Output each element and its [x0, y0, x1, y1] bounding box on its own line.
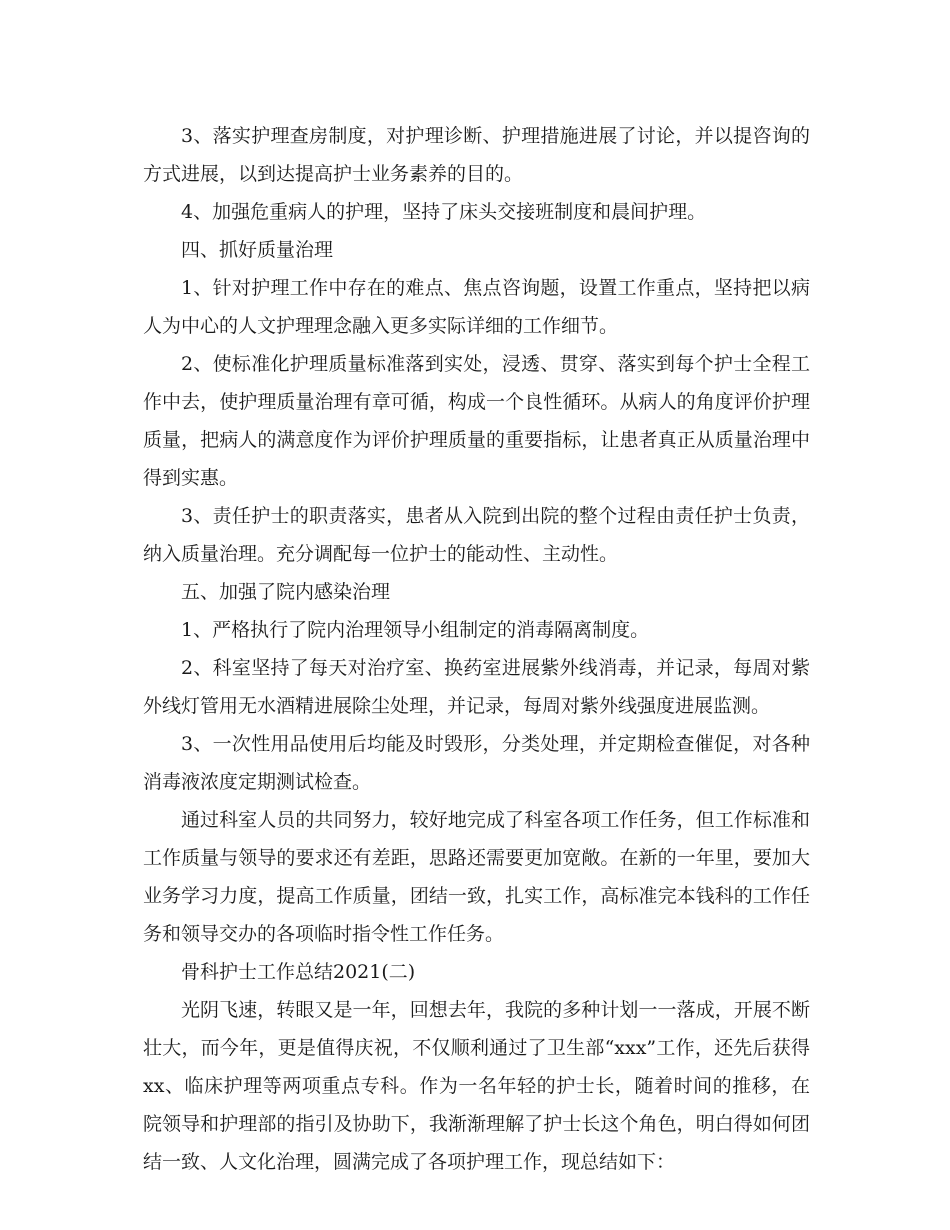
- paragraph-infection-3: 3、一次性用品使用后均能及时毁形，分类处理，并定期检查催促，对各种消毒液浓度定期测试检查。: [143, 733, 810, 793]
- paragraph-infection-1: 1、严格执行了院内治理领导小组制定的消毒隔离制度。: [181, 619, 650, 641]
- section-heading-quality: 四、抓好质量治理: [181, 239, 334, 261]
- section-heading-infection: 五、加强了院内感染治理: [181, 581, 391, 603]
- paragraph-infection-2: 2、科室坚持了每天对治疗室、换药室进展紫外线消毒，并记录，每周对紫外线灯管用无水酒精进展除尘处理，并记录，每周对紫外线强度进展监测。: [143, 657, 810, 717]
- paragraph-quality-2: 2、使标准化护理质量标准落到实处，浸透、贯穿、落实到每个护士全程工作中去，使护理质量治理有章可循，构成一个良性循环。从病人的角度评价护理质量，把病人的满意度作为评价护理质量的重要指标，让患者真正从质量治理中得到实惠。: [143, 353, 810, 489]
- paragraph-rounds-system: 3、落实护理查房制度，对护理诊断、护理措施进展了讨论，并以提咨询的方式进展，以到达提高护士业务素养的目的。: [143, 125, 810, 185]
- paragraph-quality-3: 3、责任护士的职责落实，患者从入院到出院的整个过程由责任护士负责，纳入质量治理。充分调配每一位护士的能动性、主动性。: [143, 505, 810, 565]
- paragraph-conclusion: 通过科室人员的共同努力，较好地完成了科室各项工作任务，但工作标准和工作质量与领导的要求还有差距，思路还需要更加宽敞。在新的一年里，要加大业务学习力度，提高工作质量，团结一致，扎实工作，高标准完本钱科的工作任务和领导交办的各项临时指令性工作任务。: [143, 809, 810, 945]
- paragraph-intro: 光阴飞速，转眼又是一年，回想去年，我院的多种计划一一落成，开展不断壮大，而今年，更是值得庆祝，不仅顺利通过了卫生部“xxx”工作，还先后获得xx、临床护理等两项重点专科。作为一名年轻的护士长，随着时间的推移，在院领导和护理部的指引及协助下，我渐渐理解了护士长这个角色，明白得如何团结一致、人文化治理，圆满完成了各项护理工作，现总结如下：: [143, 999, 810, 1173]
- paragraph-quality-1: 1、针对护理工作中存在的难点、焦点咨询题，设置工作重点，坚持把以病人为中心的人文护理理念融入更多实际详细的工作细节。: [143, 277, 810, 337]
- document-subtitle: 骨科护士工作总结2021(二): [181, 961, 416, 983]
- paragraph-critical-care: 4、加强危重病人的护理，坚持了床头交接班制度和晨间护理。: [181, 201, 707, 223]
